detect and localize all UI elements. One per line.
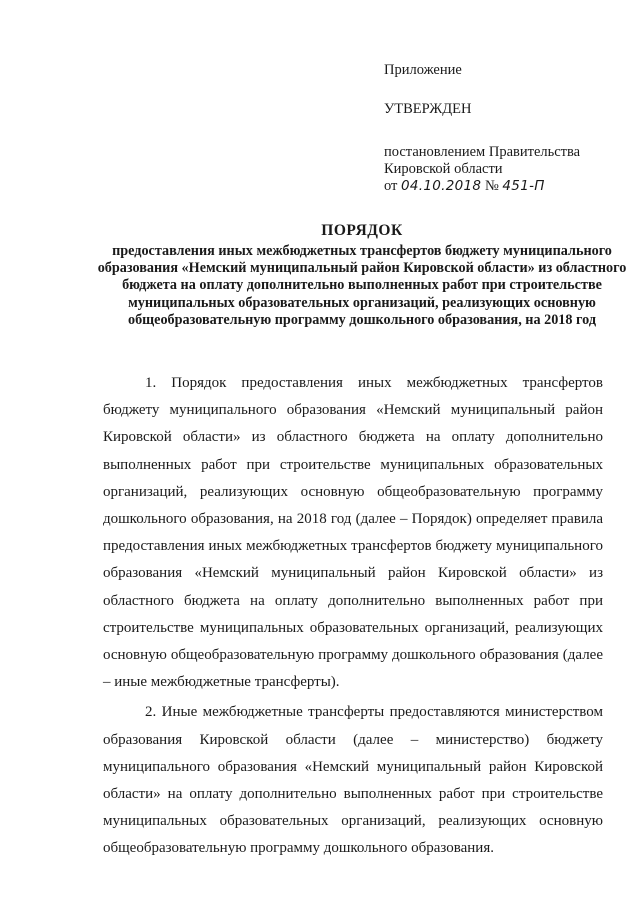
paragraph-1: 1. Порядок предоставления иных межбюджетных трансфертов бюджету муниципального образования «Немский муниципальный район Кировской области» из областного бюджета на оплату дополнительно выполненных работ при строительстве муниципальных образовательных организаций, реализующих основную общеобразовательную программу дошкольного образования, на 2018 год (далее – Порядок) определяет правила предоставления иных межбюджетных трансфертов бюджету муниципального образования «Немский муниципальный район Кировской области» из областного бюджета на оплату дополнительно выполненных работ при строительстве муниципальных образовательных организаций, реализующих основную общеобразовательную программу дошкольного образования (далее – иные межбюджетные трансферты). — [103, 375, 603, 691]
decree-line-3 — [384, 178, 624, 195]
document-title: ПОРЯДОК — [321, 222, 403, 239]
decree-number-sign: № — [484, 178, 499, 194]
decree-reference — [384, 144, 624, 195]
title-block — [96, 222, 628, 329]
decree-prefix: от — [384, 178, 398, 194]
decree-line-1: постановлением Правительства — [384, 144, 581, 160]
approved-label: УТВЕРЖДЕН — [384, 101, 472, 117]
paragraph-2: 2. Иные межбюджетные трансферты предоставляются министерством образования Кировской области (далее – министерство) бюджету муниципального образования «Немский муниципальный район Кировской области» на оплату дополнительно выполненных работ при строительстве муниципальных образовательных организаций, реализующих основную общеобразовательную программу дошкольного образования. — [103, 704, 603, 857]
decree-date: 04.10.2018 — [401, 178, 482, 194]
appendix-label: Приложение — [384, 62, 462, 78]
approval-block — [384, 62, 624, 195]
document-body — [103, 370, 603, 863]
decree-number: 451-П — [502, 178, 545, 194]
document-subtitle: предоставления иных межбюджетных трансфертов бюджету муниципального образования «Немский муниципальный район Кировской области» из областного бюджета на оплату дополнительно выполненных работ при строительстве муниципальных образовательных организаций, реализующих основную общеобразовательную программу дошкольного образования, на 2018 год — [97, 243, 627, 328]
decree-line-2: Кировской области — [384, 161, 503, 177]
